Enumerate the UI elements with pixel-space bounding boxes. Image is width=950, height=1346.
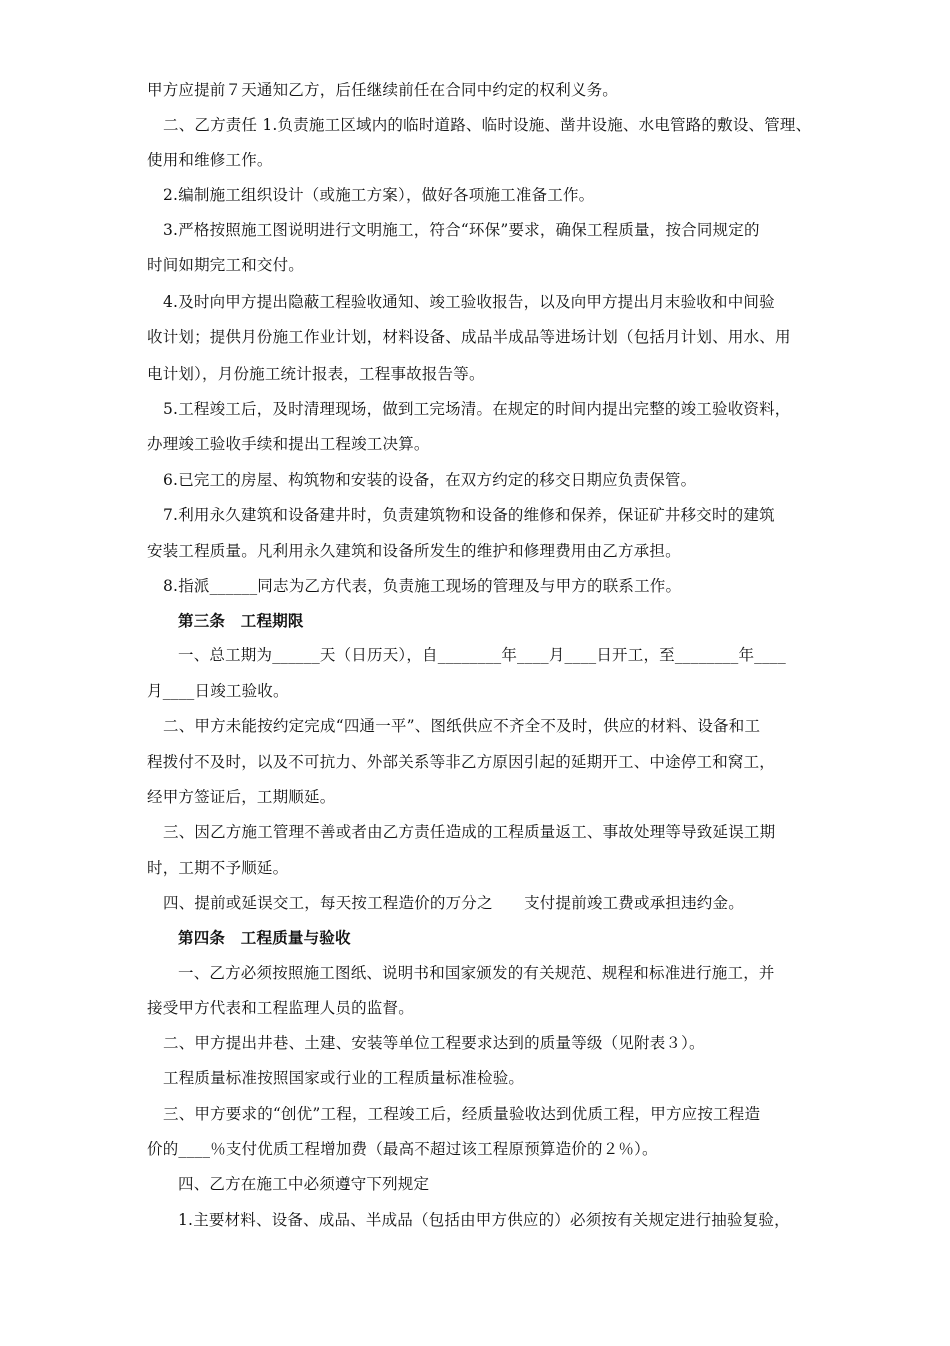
- paragraph-line: 6.已完工的房屋、构筑物和安装的设备，在双方约定的移交日期应负责保管。: [163, 471, 697, 489]
- paragraph-line: 一、总工期为______天（日历天），自________年____月____日开工，至________年____: [178, 646, 786, 664]
- paragraph-line: 收计划；提供月份施工作业计划，材料设备、成品半成品等进场计划（包括月计划、用水、用: [147, 328, 791, 346]
- paragraph-line: 三、因乙方施工管理不善或者由乙方责任造成的工程质量返工、事故处理等导致延误工期: [163, 823, 776, 841]
- paragraph-line: 二、甲方提出井巷、土建、安装等单位工程要求达到的质量等级（见附表３）。: [163, 1034, 705, 1052]
- paragraph-line: 安装工程质量。凡利用永久建筑和设备所发生的维护和修理费用由乙方承担。: [147, 542, 681, 560]
- paragraph-line: 7.利用永久建筑和设备建井时，负责建筑物和设备的维修和保养，保证矿井移交时的建筑: [163, 506, 775, 524]
- paragraph-line: 4.及时向甲方提出隐蔽工程验收通知、竣工验收报告，以及向甲方提出月末验收和中间验: [163, 293, 775, 311]
- paragraph-line: 1.主要材料、设备、成品、半成品（包括由甲方供应的）必须按有关规定进行抽验复验，: [178, 1211, 790, 1229]
- paragraph-line: 时，工期不予顺延。: [147, 859, 289, 877]
- paragraph-line: 工程质量标准按照国家或行业的工程质量标准检验。: [163, 1069, 525, 1087]
- paragraph-line: 三、甲方要求的“创优”工程，工程竣工后，经质量验收达到优质工程，甲方应按工程造: [163, 1105, 761, 1123]
- paragraph-line: 3.严格按照施工图说明进行文明施工，符合“环保”要求，确保工程质量，按合同规定的: [163, 221, 760, 239]
- paragraph-line: 甲方应提前７天通知乙方，后任继续前任在合同中约定的权利义务。: [147, 81, 619, 99]
- paragraph-line: 月____日竣工验收。: [147, 682, 289, 700]
- paragraph-line: 电计划），月份施工统计报表，工程事故报告等。: [147, 365, 485, 383]
- paragraph-line: 四、提前或延误交工，每天按工程造价的万分之 支付提前竣工费或承担违约金。: [163, 894, 744, 912]
- paragraph-line: 二、甲方未能按约定完成“四通一平”、图纸供应不齐全不及时，供应的材料、设备和工: [163, 717, 761, 735]
- paragraph-line: 程拨付不及时，以及不可抗力、外部关系等非乙方原因引起的延期开工、中途停工和窝工，: [147, 753, 776, 771]
- paragraph-line: 办理竣工验收手续和提出工程竣工决算。: [147, 435, 430, 453]
- section-heading: 第三条 工程期限: [178, 611, 304, 630]
- paragraph-line: 5.工程竣工后，及时清理现场，做到工完场清。在规定的时间内提出完整的竣工验收资料，: [163, 400, 791, 418]
- paragraph-line: 二、乙方责任 1.负责施工区域内的临时道路、临时设施、凿井设施、水电管路的敷设、管理、: [163, 116, 812, 134]
- paragraph-line: 价的____％支付优质工程增加费（最高不超过该工程原预算造价的２％）。: [147, 1140, 658, 1158]
- paragraph-line: 8.指派______同志为乙方代表，负责施工现场的管理及与甲方的联系工作。: [163, 577, 682, 595]
- paragraph-line: 四、乙方在施工中必须遵守下列规定: [178, 1175, 430, 1193]
- paragraph-line: 一、乙方必须按照施工图纸、说明书和国家颁发的有关规范、规程和标准进行施工，并: [178, 964, 775, 982]
- section-heading: 第四条 工程质量与验收: [178, 928, 351, 947]
- paragraph-line: 使用和维修工作。: [147, 151, 273, 169]
- paragraph-line: 接受甲方代表和工程监理人员的监督。: [147, 999, 414, 1017]
- paragraph-line: 时间如期完工和交付。: [147, 256, 305, 274]
- paragraph-line: 2.编制施工组织设计（或施工方案），做好各项施工准备工作。: [163, 186, 595, 204]
- paragraph-line: 经甲方签证后，工期顺延。: [147, 788, 336, 806]
